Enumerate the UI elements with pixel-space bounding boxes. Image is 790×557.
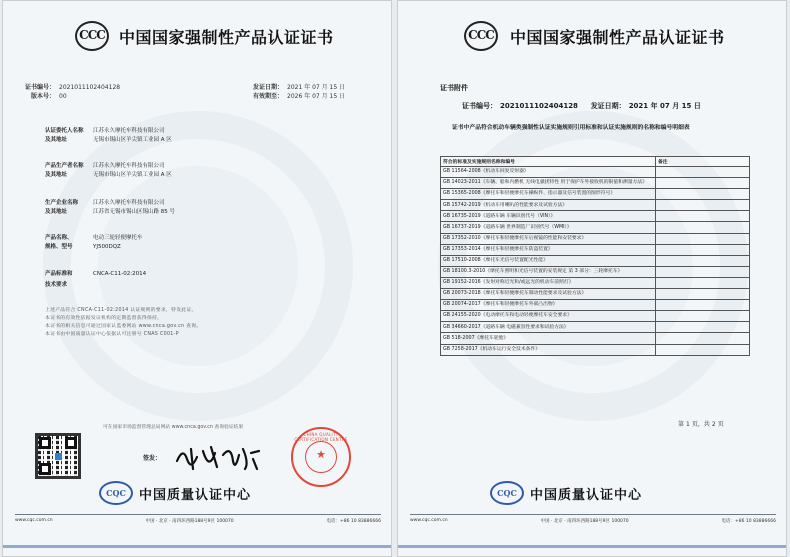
page-suffix: 页: [717, 421, 724, 428]
cqc-name: 中国质量认证中心: [530, 488, 643, 503]
standard-cell: GB 24155-2020《电动摩托车和电动轻便摩托车安全要求》: [441, 311, 656, 322]
standard-cell: GB 11564-2008《机动车回复反射器》: [441, 167, 656, 178]
expiry-date: 2026 年 07 月 15 日: [287, 93, 346, 100]
cert-number-label: 证书编号：: [24, 84, 55, 91]
table-row: [441, 167, 750, 178]
table-row: [441, 189, 750, 200]
table-row: [441, 200, 750, 211]
signature: [173, 441, 263, 475]
certificate-title: 中国国家强制性产品认证证书: [119, 28, 334, 47]
expiry-date-label: 有效期至：: [253, 93, 284, 100]
standard-cell: GB 7258-2017《机动车运行安全技术条件》: [441, 344, 656, 355]
field-value: 电动三轮轻便摩托车: [93, 235, 143, 241]
standard-cell: GB 19152-2016《发射对称近光和/或远光的机动车前照灯》: [441, 277, 656, 288]
issue-date: 2021 年 07 月 15 日: [287, 84, 346, 91]
standard-cell: GB 17352-2010《摩托车和轻便摩托车后视镜的性能和安装要求》: [441, 233, 656, 244]
field-label: 及其地址: [45, 209, 68, 215]
att-number-label: 证书编号：: [462, 102, 497, 110]
table-row: [441, 289, 750, 300]
qr-code[interactable]: [35, 433, 81, 479]
footer-website[interactable]: www.cqc.com.cn: [410, 518, 448, 523]
table-row: [441, 344, 750, 355]
attachment-meta: [462, 101, 704, 111]
field-value: 江苏永久摩托车科技有限公司: [93, 163, 165, 169]
page-total: 2: [711, 421, 716, 428]
cert-number: 2021011102404128: [59, 84, 121, 91]
standard-cell: GB 20074-2017《摩托车和轻便摩托车外部凸出物》: [441, 300, 656, 311]
note-line: 本证书的相关信息可通过国家认监委网站 www.cnca.gov.cn 查询。: [45, 324, 202, 329]
page-number: [678, 419, 726, 428]
ccc-logo: CCC: [464, 21, 498, 51]
attachment-header: [398, 15, 786, 57]
standard-cell: GB 16735-2019《道路车辆 车辆识别代号（VIN）》: [441, 211, 656, 222]
certificate-meta-left: [19, 83, 120, 101]
field-row: [45, 234, 143, 242]
field-value: 江苏省无锡市锡山区锡山路 85 号: [93, 209, 175, 215]
field-label: 及其地址: [45, 172, 68, 178]
field-row: [45, 162, 165, 170]
remark-cell: [656, 289, 750, 300]
seal-star: ★: [316, 448, 326, 461]
standard-cell: GB 18100.3-2010《摩托车照明和光信号装置的安装规定 第 3 部分：三轮摩托车》: [441, 266, 656, 277]
field-row: [45, 127, 165, 135]
table-header-row: [441, 157, 750, 167]
field-row: [45, 208, 175, 216]
bottom-stripe: [398, 545, 786, 548]
remark-cell: [656, 255, 750, 266]
att-issue-label: 发证日期：: [590, 102, 626, 110]
version-label: 版本号：: [30, 93, 55, 100]
att-issue-date: 2021 年 07 月 15 日: [628, 102, 701, 110]
cqc-name: 中国质量认证中心: [139, 488, 252, 503]
table-row: [441, 277, 750, 288]
page-of: 页，共: [691, 421, 710, 428]
certificate-page: [2, 0, 392, 557]
standard-cell: GB 15742-2019《机动车用喇叭的性能要求及试验方法》: [441, 200, 656, 211]
remark-cell: [656, 333, 750, 344]
standard-cell: GB 17510-2008《摩托车光信号装置配光性能》: [441, 255, 656, 266]
field-value: 江苏永久摩托车科技有限公司: [93, 200, 165, 206]
remark-cell: [656, 244, 750, 255]
remark-cell: [656, 233, 750, 244]
certificate-meta-right: [253, 83, 345, 101]
table-row: [441, 333, 750, 344]
field-row: [45, 281, 93, 289]
att-number: 2021011102404128: [500, 102, 578, 110]
table-row: [441, 311, 750, 322]
standard-cell: GB 16737-2019《道路车辆 世界制造厂识别代号（WMI）》: [441, 222, 656, 233]
standard-cell: GB 17353-2014《摩托车和轻便摩托车防盗装置》: [441, 244, 656, 255]
cqc-logo: CQC: [99, 481, 133, 505]
certificate-header: [3, 15, 391, 57]
table-row: [441, 322, 750, 333]
table-row: [441, 266, 750, 277]
field-label: 规格、型号: [45, 244, 73, 250]
footer-address: 中国 · 北京 · 南四环西路188号9区 100070: [540, 519, 629, 524]
remark-cell: [656, 167, 750, 178]
remark-cell: [656, 311, 750, 322]
field-value: 江苏永久摩托车科技有限公司: [93, 128, 165, 134]
field-value: YJ500DQZ: [93, 244, 121, 250]
field-row: [45, 136, 172, 144]
footer-address: 中国 · 北京 · 南四环西路188号9区 100070: [145, 519, 234, 524]
field-label: 认证委托人名称: [45, 128, 84, 134]
field-value: CNCA-C11-02:2014: [93, 271, 147, 277]
remark-cell: [656, 344, 750, 355]
footer-phone: 电话：+86 10 83886666: [326, 519, 381, 524]
field-label: 技术要求: [45, 282, 68, 288]
attachment-description: 证书中产品符合机动车辆类强制性认证实施规则引用标准和认证实施规则的名称和编号明细表: [452, 125, 690, 131]
standards-table: [440, 156, 750, 356]
field-value: 无锡市锡山区羊尖镇工业园 A 区: [93, 172, 172, 178]
standard-cell: GB 518-2007《摩托车轮胎》: [441, 333, 656, 344]
remark-cell: [656, 300, 750, 311]
table-row: [441, 300, 750, 311]
seal-text: CHINA QUALITY CERTIFICATION CENTRE: [294, 432, 348, 442]
bottom-stripe: [3, 545, 391, 548]
cqc-logo: CQC: [490, 481, 524, 505]
note-line: 本证书的有效性依据发证机构的定期监督获得保持。: [45, 316, 163, 321]
standard-cell: GB 20073-2018《摩托车和轻便摩托车制动性能要求及试验方法》: [441, 289, 656, 300]
field-label: 产品名称、: [45, 235, 73, 241]
remark-cell: [656, 266, 750, 277]
footer-website[interactable]: www.cqc.com.cn: [15, 518, 53, 523]
remark-cell: [656, 189, 750, 200]
standard-cell: GB 14023-2011《车辆、船和内燃机 无线电骚扰特性 用于保护车外接收机的限值和测量方法》: [441, 178, 656, 189]
remark-cell: [656, 277, 750, 288]
sign-label: 签发：: [143, 455, 162, 462]
note-line: 本证书由中国质量认证中心依据认可注册号 CNAS C001-P: [45, 332, 179, 337]
verify-text: 可在国家市场监督管理总局网站 www.cnca.gov.cn 查询验证结果: [103, 425, 244, 430]
field-row: [45, 171, 172, 179]
field-row: [45, 199, 165, 207]
table-row: [441, 244, 750, 255]
col-standard-header: 符合的标准及实施规则名称和编号: [441, 157, 656, 167]
issue-date-label: 发证日期：: [253, 84, 284, 91]
field-label: 产品标准和: [45, 271, 73, 277]
table-row: [441, 255, 750, 266]
attachment-page: [397, 0, 787, 557]
table-row: [441, 233, 750, 244]
certification-seal: [291, 427, 351, 487]
table-row: [441, 222, 750, 233]
table-row: [441, 211, 750, 222]
attachment-page-title: 中国国家强制性产品认证证书: [510, 28, 725, 47]
table-row: [441, 178, 750, 189]
standard-cell: GB 34660-2017《道路车辆 电磁兼容性要求和试验方法》: [441, 322, 656, 333]
page-current: 1: [686, 421, 690, 428]
attachment-footer: [410, 514, 776, 524]
col-remark-header: 备注: [656, 157, 750, 167]
ccc-logo: CCC: [75, 21, 109, 51]
certificate-note: [45, 307, 355, 339]
remark-cell: [656, 322, 750, 333]
page-prefix: 第: [678, 421, 685, 428]
footer-phone: 电话：+86 10 83886666: [721, 519, 776, 524]
remark-cell: [656, 211, 750, 222]
field-label: 生产企业名称: [45, 200, 79, 206]
note-line: 上述产品符合 CNCA-C11-02:2014 认证规则的要求，特发此证。: [45, 308, 197, 313]
attachment-title: 证书附件: [440, 84, 468, 92]
field-row: [45, 243, 121, 251]
remark-cell: [656, 200, 750, 211]
field-label: 产品生产者名称: [45, 163, 84, 169]
field-row: [45, 270, 146, 278]
standard-cell: GB 15365-2008《摩托车和轻便摩托车操纵件、指示器及信号装置的图形符号》: [441, 189, 656, 200]
field-label: 及其地址: [45, 137, 68, 143]
remark-cell: [656, 222, 750, 233]
remark-cell: [656, 178, 750, 189]
field-value: 无锡市锡山区羊尖镇工业园 A 区: [93, 137, 172, 143]
version-value: 00: [59, 93, 67, 100]
certificate-footer: [15, 514, 381, 524]
